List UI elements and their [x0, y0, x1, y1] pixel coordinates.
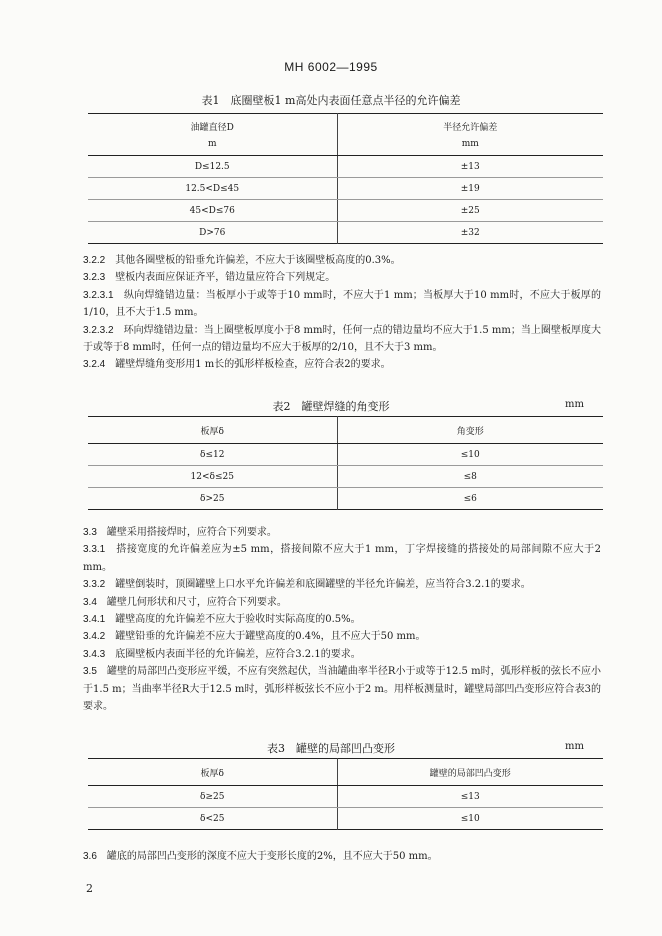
paragraph	[83, 356, 601, 373]
paragraph	[83, 646, 601, 663]
paragraph	[83, 269, 601, 286]
table-cell: 45<D≤76	[88, 200, 337, 222]
paragraph	[83, 541, 601, 576]
clause-number: 3.4.1	[83, 614, 106, 626]
paragraph	[83, 663, 601, 715]
table-cell: δ≤12	[88, 444, 337, 466]
clause-number: 3.3	[83, 527, 97, 538]
clause-text: 其他各圈壁板的铅垂允许偏差，不应大于该圈壁板高度的0.3%。	[115, 255, 401, 266]
paragraph	[83, 848, 601, 865]
table-cell: δ<25	[88, 808, 337, 830]
table-cell: D>76	[88, 222, 337, 244]
clause-number: 3.3.1	[83, 544, 106, 556]
clause-number: 3.4.3	[83, 648, 106, 660]
section-3-3-paragraphs	[83, 524, 601, 715]
header-unit: mm	[461, 139, 479, 149]
table1	[88, 113, 603, 244]
clause-text: 罐壁的局部凹凸变形应平缓，不应有突然起伏，当油罐曲率半径R小于或等于12.5 m时，弧形样板的弦长不应小于1.5 m；当曲率半径R大于12.5 m时，弧形样板弦长不应小于2 m。用样板测量时，罐壁局部凹凸变形应符合表3的要求。	[83, 666, 601, 713]
clause-number: 3.2.3	[83, 272, 106, 284]
clause-number: 3.2.4	[83, 359, 106, 371]
table-row	[88, 222, 603, 244]
clause-text: 壁板内表面应保证齐平，错边量应符合下列规定。	[115, 272, 336, 284]
clause-text: 环向焊缝错边量：当上圈壁板厚度小于8 mm时，任何一点的错边量均不应大于1.5 mm；当上圈壁板厚度大于或等于8 mm时，任何一点的错边量均不应大于板厚的2/10，且不大于3 mm。	[83, 324, 601, 354]
clause-number: 3.4.2	[83, 631, 106, 643]
table-row	[88, 156, 603, 178]
table-cell: ≤8	[337, 466, 603, 488]
table-cell: ≤13	[337, 786, 603, 808]
table-cell: ≤6	[463, 493, 477, 504]
clause-number: 3.6	[83, 851, 97, 862]
header-line: 半径允许偏差	[443, 123, 498, 133]
paragraph	[83, 628, 601, 645]
table-cell: ≤10	[460, 813, 480, 824]
table2-header-angular: 角变形	[337, 417, 603, 444]
paragraph	[83, 252, 601, 269]
table1-header-deviation	[337, 114, 603, 156]
table-cell: D≤12.5	[88, 156, 337, 178]
table-cell: δ>25	[88, 488, 337, 510]
table-cell: ±19	[337, 178, 603, 200]
clause-number: 3.4	[83, 596, 97, 608]
paragraph	[83, 524, 601, 541]
table-cell: ≤10	[337, 444, 603, 466]
table-row	[88, 786, 603, 808]
table-row	[88, 488, 603, 510]
paragraph	[83, 287, 601, 322]
paragraph	[83, 576, 601, 593]
table-row	[88, 444, 603, 466]
section-3-2-paragraphs	[83, 252, 601, 374]
table-row	[88, 178, 603, 200]
table3-header-deformation: 罐壁的局部凹凸变形	[337, 759, 603, 786]
clause-text: 罐底的局部凹凸变形的深度不应大于变形长度的2%，且不应大于50 mm。	[106, 851, 438, 862]
table2-unit: mm	[565, 399, 584, 410]
table-cell: ±25	[337, 200, 603, 222]
table-row	[88, 808, 603, 830]
paragraph	[83, 611, 601, 628]
paragraph	[83, 322, 601, 357]
clause-number: 3.3.2	[83, 579, 106, 591]
clause-number: 3.2.3.1	[83, 289, 114, 301]
table-cell: 12<δ≤25	[88, 466, 337, 488]
paragraph	[83, 594, 601, 611]
document-header: MH 6002—1995	[284, 60, 378, 74]
clause-text: 罐壁高度的允许偏差不应大于验收时实际高度的0.5%。	[115, 614, 361, 626]
section-3-6-paragraph	[83, 848, 601, 865]
clause-text: 罐壁倒装时，顶圈罐壁上口水平允许偏差和底圈罐壁的半径允许偏差，应当符合3.2.1的要求。	[115, 579, 531, 591]
table-cell: ±13	[337, 156, 603, 178]
clause-text: 罐壁几何形状和尺寸，应符合下列要求。	[106, 596, 287, 608]
clause-number: 3.2.3.2	[83, 324, 114, 336]
table1-caption: 表1 底圈壁板1 m高处内表面任意点半径的允许偏差	[201, 94, 461, 107]
header-unit: m	[207, 139, 217, 149]
table-row	[88, 200, 603, 222]
table2-caption: 表2 罐壁焊缝的角变形	[272, 400, 390, 413]
clause-text: 罐壁焊缝角变形用1 m长的弧形样板检查，应符合表2的要求。	[115, 359, 391, 371]
table3	[88, 758, 603, 830]
clause-text: 罐壁采用搭接焊时，应符合下列要求。	[106, 527, 277, 538]
header-line: 油罐直径D	[190, 123, 234, 133]
table1-header-diameter	[88, 114, 337, 156]
clause-number: 3.5	[83, 666, 97, 678]
table-cell: δ≥25	[88, 786, 337, 808]
page-number: 2	[86, 882, 93, 895]
clause-text: 搭接宽度的允许偏差应为±5 mm，搭接间隙不应大于1 mm，丁字焊接缝的搭接处的局部间隙不应大于2 mm。	[83, 544, 601, 573]
clause-text: 底圈壁板内表面半径的允许偏差，应符合3.2.1的要求。	[115, 648, 361, 660]
table2-header-thickness: 板厚δ	[88, 417, 337, 444]
clause-text: 罐壁铅垂的允许偏差不应大于罐壁高度的0.4%，且不应大于50 mm。	[115, 631, 426, 643]
table-cell: 12.5<D≤45	[88, 178, 337, 200]
table3-unit: mm	[565, 741, 584, 752]
table3-caption: 表3 罐壁的局部凹凸变形	[267, 742, 395, 755]
clause-text: 纵向焊缝错边量：当板厚小于或等于10 mm时，不应大于1 mm；当板厚大于10 mm时，不应大于板厚的1/10，且不大于1.5 mm。	[83, 289, 602, 319]
table3-header-thickness: 板厚δ	[88, 759, 337, 786]
clause-number: 3.2.2	[83, 255, 106, 266]
table-cell: ±32	[460, 227, 480, 238]
table2	[88, 416, 603, 510]
table-row	[88, 466, 603, 488]
